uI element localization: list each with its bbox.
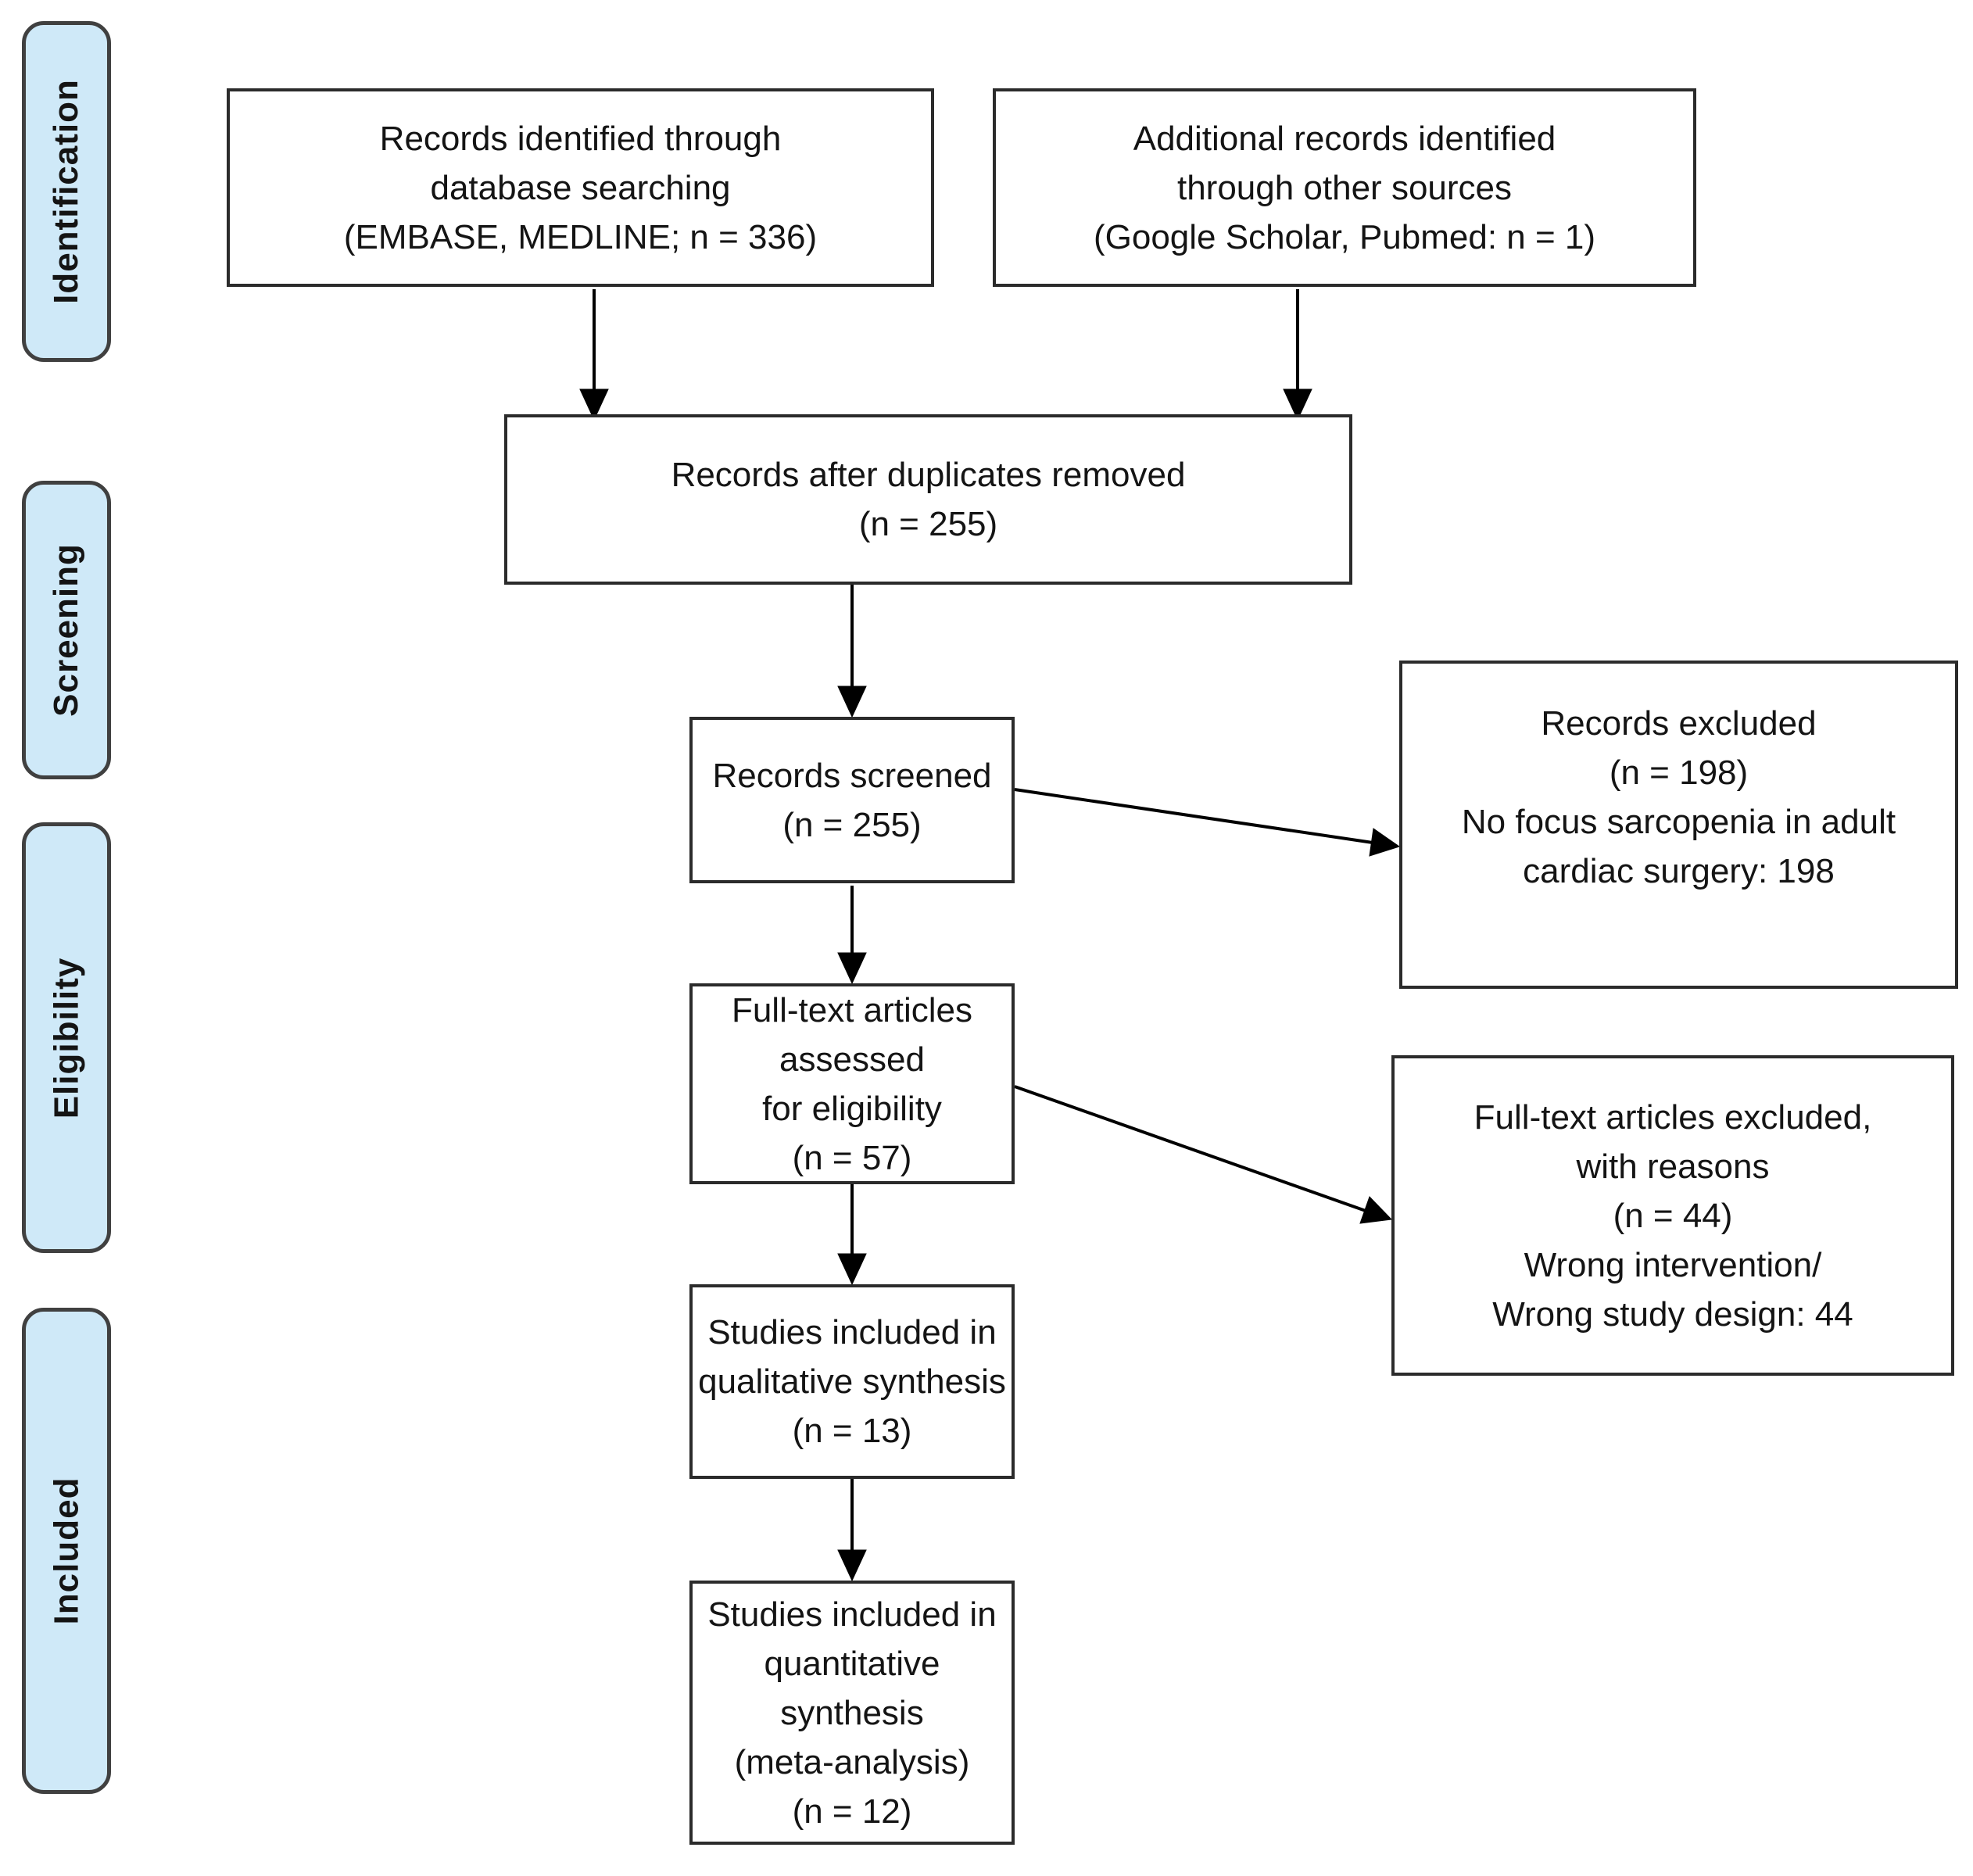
box-quantitative-synthesis-line: (n = 12): [792, 1792, 912, 1831]
box-records-excluded-line: Records excluded: [1541, 704, 1817, 743]
box-additional-records-line: through other sources: [1176, 168, 1513, 207]
stage-included-label: Included: [47, 1477, 85, 1625]
box-records-screened: [689, 717, 1015, 883]
box-qualitative-synthesis: [689, 1284, 1015, 1479]
box-records-identified-line: (EMBASE, MEDLINE; n = 336): [343, 217, 818, 256]
arrow-identified-to-duplicates: [580, 289, 608, 420]
stage-eligibility-label: Eligibility: [47, 957, 86, 1119]
box-qualitative-synthesis-line: (n = 13): [792, 1412, 912, 1450]
box-records-identified-line: database searching: [430, 168, 731, 207]
box-records-excluded-line: (n = 198): [1609, 754, 1749, 792]
box-fulltext-excluded: [1391, 1055, 1954, 1376]
box-additional-records-line: (Google Scholar, Pubmed: n = 1): [1093, 217, 1596, 256]
box-records-excluded-line: cardiac surgery: 198: [1523, 852, 1835, 890]
arrow-screened-to-fulltext: [838, 886, 866, 983]
box-records-screened-line: (n = 255): [782, 805, 922, 844]
stage-identification-label: Identification: [47, 79, 85, 304]
arrow-duplicates-to-screened: [838, 585, 866, 717]
box-records-identified: [227, 88, 934, 287]
box-fulltext-excluded-line: with reasons: [1576, 1147, 1770, 1186]
box-quantitative-synthesis-line: quantitative synthesis: [764, 1644, 940, 1732]
box-fulltext-excluded-line: Wrong study design: 44: [1492, 1294, 1853, 1334]
box-qualitative-synthesis-line: qualitative synthesis: [698, 1362, 1006, 1401]
box-additional-records-line: Additional records identified: [1133, 119, 1556, 158]
box-records-excluded: [1399, 661, 1958, 989]
box-records-excluded-line: No focus sarcopenia in adult: [1461, 803, 1896, 841]
box-qualitative-synthesis-line: Studies included in: [707, 1313, 997, 1352]
box-quantitative-synthesis-line: (meta-analysis): [734, 1742, 970, 1781]
stage-eligibility: [22, 822, 111, 1253]
arrow-qualitative-to-quantitative: [838, 1479, 866, 1581]
box-fulltext-excluded-line: (n = 44): [1613, 1196, 1733, 1235]
stage-screening-label: Screening: [47, 543, 85, 717]
arrow-additional-to-duplicates: [1284, 289, 1312, 420]
box-fulltext-excluded-line: Full-text articles excluded,: [1473, 1097, 1872, 1137]
box-fulltext-assessed: [689, 983, 1015, 1184]
box-after-duplicates: [504, 414, 1352, 585]
box-quantitative-synthesis: [689, 1581, 1015, 1845]
box-additional-records: [993, 88, 1696, 287]
box-quantitative-synthesis-line: Studies included in: [707, 1595, 997, 1634]
box-fulltext-assessed-line: Full-text articles assessed: [731, 990, 973, 1079]
box-fulltext-assessed-line: for eligibility: [762, 1089, 942, 1128]
box-fulltext-assessed-line: (n = 57): [792, 1138, 912, 1177]
stage-identification: [22, 21, 111, 362]
box-fulltext-excluded-line: Wrong intervention/: [1524, 1245, 1822, 1284]
stage-screening: [22, 481, 111, 779]
box-after-duplicates-line: Records after duplicates removed: [671, 456, 1186, 494]
arrow-fulltext-to-qualitative: [838, 1184, 866, 1284]
arrow-screened-to-excluded: [1015, 789, 1399, 856]
arrow-fulltext-to-excluded: [1015, 1087, 1391, 1223]
stage-included: [22, 1308, 111, 1794]
box-records-identified-line: Records identified through: [379, 119, 782, 158]
box-records-screened-line: Records screened: [712, 756, 992, 795]
box-after-duplicates-line: (n = 255): [858, 505, 998, 543]
